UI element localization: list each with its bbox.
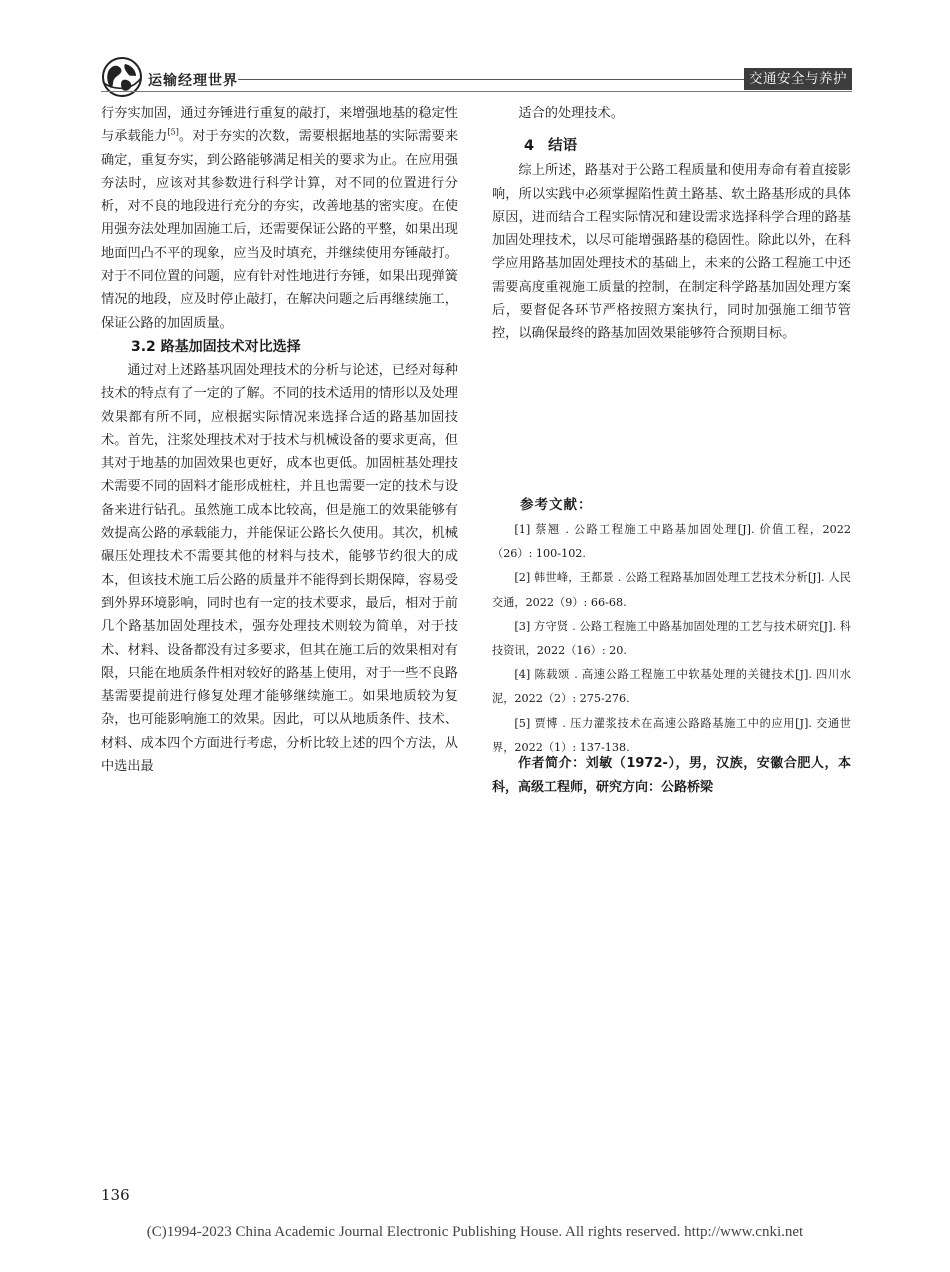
page-number: 136 xyxy=(101,1186,130,1204)
right-paragraph-0: 适合的处理技术。 xyxy=(518,106,624,121)
section-heading-conclusion xyxy=(492,133,851,159)
section-title: 结语 xyxy=(548,138,578,155)
copyright-footer: (C)1994-2023 China Academic Journal Electronic Publishing House. All rights reserved. http://www.cnki.net xyxy=(146,1224,804,1240)
right-column xyxy=(492,102,851,346)
author-bio: 作者简介：刘敏（1972-），男，汉族，安徽合肥人，本科，高级工程师，研究方向：公路桥梁 xyxy=(492,756,851,795)
reference-item: [5] 贾博 . 压力灌浆技术在高速公路路基施工中的应用[J]. 交通世界，2022（1）: 137-138. xyxy=(492,716,851,754)
section-label: 交通安全与养护 xyxy=(744,68,852,90)
header-bottom-rule xyxy=(101,91,852,92)
left-paragraph-2: 通过对上述路基巩固处理技术的分析与论述，已经对每种技术的特点有了一定的了解。不同的技术适用的情形以及处理效果都有所不同，应根据实际情况来选择合适的路基加固技术。首先，注浆处理技术对于技术与机械设备的要求更高，但其对于地基的加固效果也更好，成本也更低。加固桩基处理技术需要不同的固料才能形成桩柱，并且也需要一定的技术与设备来进行钻孔。虽然施工成本比较高，但是施工的效果能够有效提高公路的承载能力，并能保证公路长久使用。其次，机械碾压处理技术不需要其他的材料与技术，能够节约很大的成本，但该技术施工后公路的质量并不能得到长期保障，容易受到外界环境影响，同时也有一定的技术要求，最后，相对于前几个路基加固处理技术，强夯处理技术则较为简单，对于技术、材料、设备都没有过多要求，但其在施工后的效果相对有限，只能在地质条件相对较好的路基上使用，对于一些不良路基需要提前进行修复处理才能够继续施工。如果地质较为复杂，也可能影响施工的效果。因此，可以从地质条件、技术、材料、成本四个方面进行考虑，分析比较上述的四个方法，从中选出最 xyxy=(101,362,458,775)
right-paragraph-1: 综上所述，路基对于公路工程质量和使用寿命有着直接影响，所以实践中必须掌握陷性黄土路基、软土路基形成的具体原因，进而结合工程实际情况和建设需求选择科学合理的路基加固处理技术，以尽可能增强路基的稳固性。除此以外，在科学应用路基加固处理技术的基础上，未来的公路工程施工中还需要高度重视施工质量的控制，在制定科学路基加固处理方案后，要督促各环节严格按照方案执行，同时加强施工细节管控，以确保最终的路基加固效果能够符合预期目标。 xyxy=(492,163,851,342)
left-column xyxy=(101,102,458,778)
journal-name: 运输经理世界 xyxy=(148,73,238,89)
section-number: 4 xyxy=(524,138,535,155)
reference-item: [4] 陈载颂 . 高速公路工程施工中软基处理的关键技术[J]. 四川水泥，2022（2）: 275-276. xyxy=(492,668,851,706)
left-p1-tail: 。对于夯实的次数，需要根据地基的实际需要来确定，重复夯实，到公路能够满足相关的要求为止。在应用强夯法时，应该对其参数进行科学计算，对不同的位置进行分析，对不良的地段进行充分的夯实，改善地基的密实度。在使用强夯法处理加固施工后，还需要保证公路的平整，如果出现地面凹凸不平的现象，应当及时填充，并继续使用夯锤敲打。对于不同位置的问题，应有针对性地进行夯锤，如果出现弹簧情况的地段，应及时停止敲打，在解决问题之后再继续施工，保证公路的加固质量。 xyxy=(101,129,459,331)
reference-item: [3] 方守贤 . 公路工程施工中路基加固处理的工艺与技术研究[J]. 科技资讯，2022（16）: 20. xyxy=(492,619,851,658)
references-title: 参考文献： xyxy=(520,497,593,513)
header-rule xyxy=(238,79,744,80)
left-paragraph-1 xyxy=(101,102,458,335)
citation-5: [5] xyxy=(167,127,179,137)
reference-item: [1] 蔡翘 . 公路工程施工中路基加固处理[J]. 价值工程，2022（26）: 100-102. xyxy=(492,523,851,561)
reference-item: [2] 韩世峰，王都景 . 公路工程路基加固处理工艺技术分析[J]. 人民交通，2022（9）: 66-68. xyxy=(492,571,851,609)
left-p1-text: 行夯实加固，通过夯锤进行重复的敲打，来增强地基的稳定性与承载能力 xyxy=(101,106,458,145)
subheading-3-2: 3.2 路基加固技术对比选择 xyxy=(131,338,301,355)
references xyxy=(492,492,851,760)
